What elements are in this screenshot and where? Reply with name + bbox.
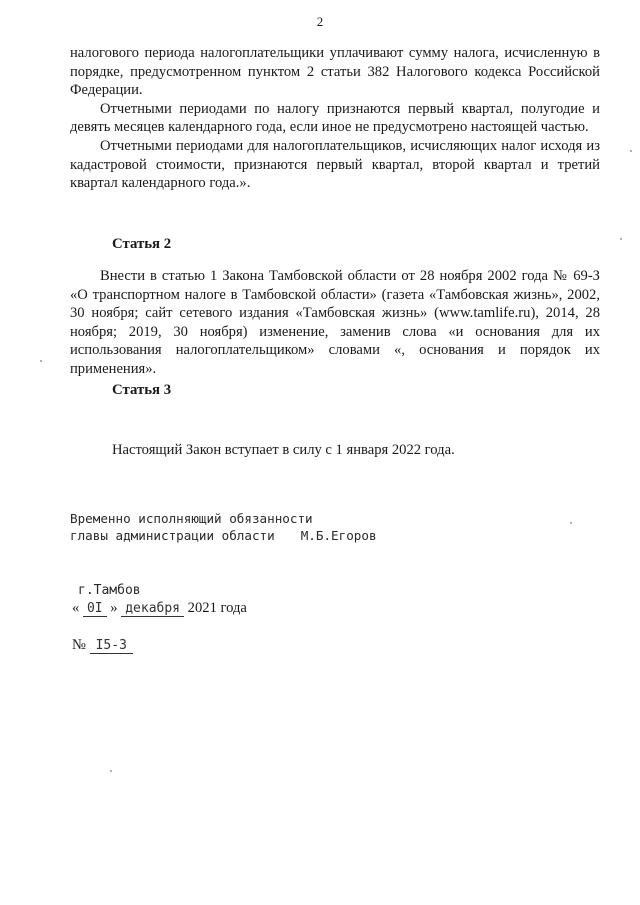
- date-year: 2021 года: [187, 600, 247, 616]
- signature-title-text: главы администрации области: [70, 528, 275, 543]
- number-value: I5-З: [90, 638, 133, 654]
- place-of-signing: г.Тамбов: [78, 583, 141, 598]
- number-sign: №: [72, 637, 86, 653]
- scan-speck: [40, 360, 42, 362]
- article-3-text: Настоящий Закон вступает в силу с 1 января 2022 года.: [112, 442, 455, 458]
- law-number: [72, 637, 133, 654]
- signature-title-line-1: Временно исполняющий обязанности: [70, 511, 313, 526]
- paragraph-3: Отчетными периодами для налогоплательщиков, исчисляющих налог исходя из кадастровой стоимости, признаются первый квартал, второй квартал и третий квартал календарного года.».: [70, 137, 600, 192]
- date-open-quote: «: [72, 600, 80, 616]
- signature-title-line-2: [70, 527, 377, 544]
- continued-text-block: [70, 44, 600, 193]
- scan-speck: [110, 770, 112, 772]
- signature-block: [70, 510, 377, 544]
- signing-date: [72, 600, 247, 617]
- scan-speck: [620, 238, 622, 240]
- paragraph-1: налогового периода налогоплательщики уплачивают сумму налога, исчисленную в порядке, предусмотренном пунктом 2 статьи 382 Налогового кодекса Российской Федерации.: [70, 45, 600, 99]
- page-number: 2: [316, 14, 324, 29]
- date-close-quote: »: [110, 600, 118, 616]
- scan-speck: [570, 522, 572, 524]
- article-2-body: [70, 267, 600, 379]
- date-month: декабря: [121, 601, 184, 617]
- article-3-heading: Статья 3: [112, 382, 172, 398]
- date-day: 0I: [83, 601, 107, 617]
- paragraph-2: Отчетными периодами по налогу признаются первый квартал, полугодие и девять месяцев календарного года, если иное не предусмотрено настоящей частью.: [70, 100, 600, 136]
- article-2-text: Внести в статью 1 Закона Тамбовской области от 28 ноября 2002 года № 69-З «О транспортном налоге в Тамбовской области» (газета «Тамбовская жизнь», 2002, 30 ноября; сайт сетевого издания «Тамбовская жизнь» (www.tamlife.ru), 2014, 28 ноября; 2019, 30 ноября) изменение, заменив слова «и основания для их использования налогоплательщиком» словами «, основания и порядок их применения».: [70, 268, 600, 377]
- scan-speck: [630, 150, 632, 152]
- signatory-name: М.Б.Егоров: [300, 528, 377, 543]
- article-2-heading: Статья 2: [112, 236, 172, 252]
